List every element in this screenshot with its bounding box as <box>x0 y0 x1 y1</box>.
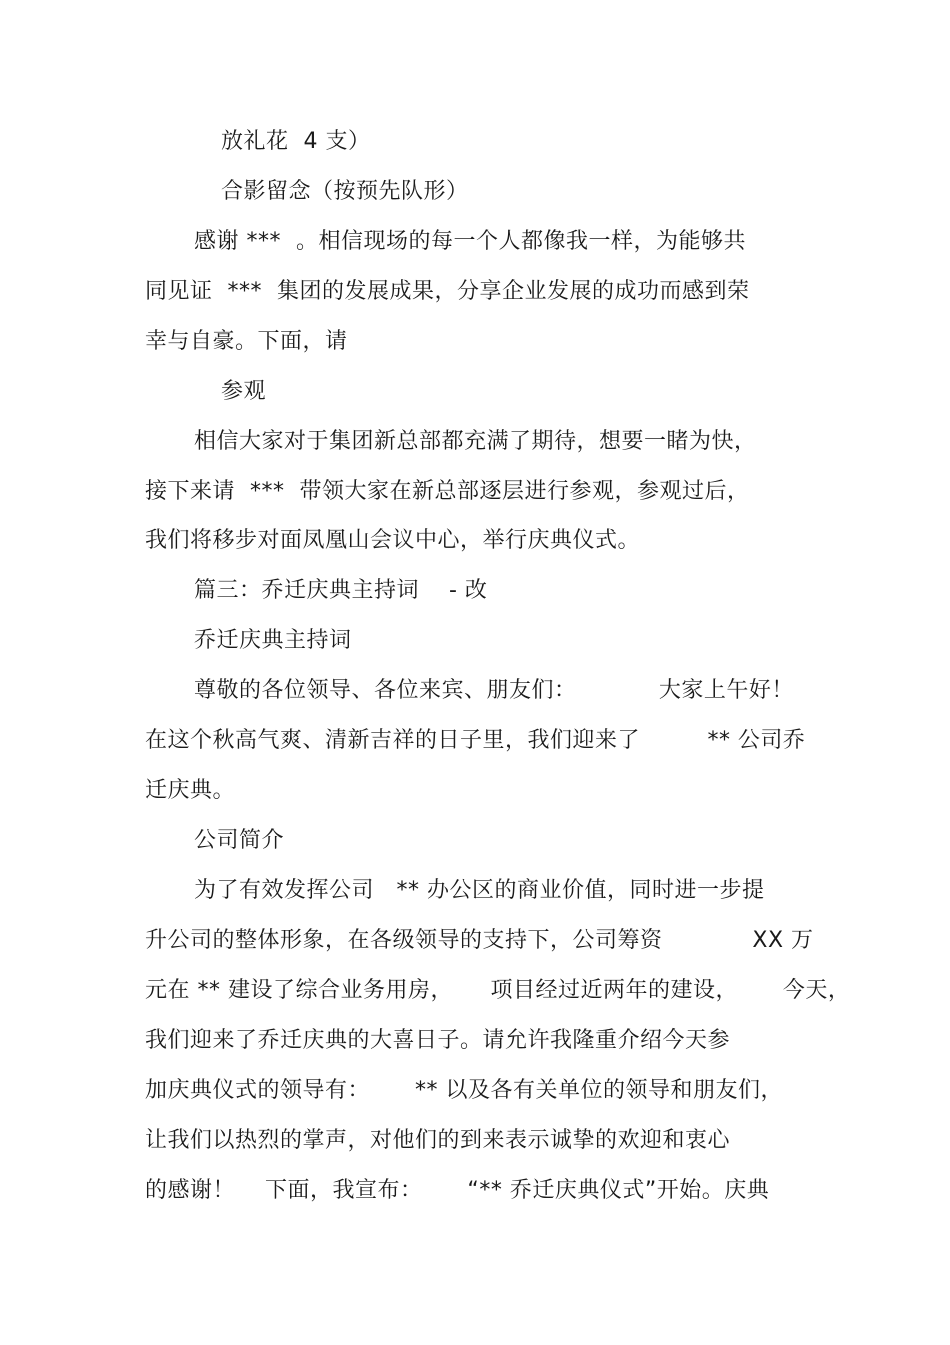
section-title: 乔迁庆典主持词 <box>194 628 352 653</box>
text-line: 放礼花 4 支） <box>221 129 371 154</box>
text-line: 迁庆典。 <box>145 778 236 803</box>
text-line: 让我们以热烈的掌声，对他们的到来表示诚挚的欢迎和衷心 <box>145 1128 731 1153</box>
text-line: 同见证 *** 集团的发展成果，分享企业发展的成功而感到荣 <box>145 279 750 304</box>
section-subheading: 公司简介 <box>194 828 285 853</box>
text-line: 相信大家对于集团新总部都充满了期待，想要一睹为快， <box>194 429 757 454</box>
text-line: 感谢 *** 。相信现场的每一个人都像我一样，为能够共 <box>194 229 746 254</box>
text-line: 元在 ** 建设了综合业务用房， 项目经过近两年的建设， 今天， <box>145 978 851 1003</box>
text-line: 接下来请 *** 带领大家在新总部逐层进行参观，参观过后， <box>145 479 750 504</box>
text-line: 升公司的整体形象，在各级领导的支持下，公司筹资 XX 万 <box>145 928 814 953</box>
text-line: 在这个秋高气爽、清新吉祥的日子里，我们迎来了 ** 公司乔 <box>145 728 806 753</box>
text-line: 为了有效发挥公司 ** 办公区的商业价值，同时进一步提 <box>194 878 765 903</box>
text-line: 合影留念（按预先队形） <box>221 179 469 204</box>
section-heading: 篇三：乔迁庆典主持词 - 改 <box>194 578 488 603</box>
text-line: 尊敬的各位领导、各位来宾、朋友们： 大家上午好！ <box>194 678 794 703</box>
text-line: 的感谢！ 下面，我宣布： “** 乔迁庆典仪式”开始。庆典 <box>145 1178 770 1203</box>
text-line: 我们迎来了乔迁庆典的大喜日子。请允许我隆重介绍今天参 <box>145 1028 731 1053</box>
text-line: 加庆典仪式的领导有： ** 以及各有关单位的领导和朋友们， <box>145 1078 783 1103</box>
text-line: 幸与自豪。下面，请 <box>145 329 348 354</box>
text-line: 我们将移步对面凤凰山会议中心，举行庆典仪式。 <box>145 528 641 553</box>
text-line: 参观 <box>221 379 267 404</box>
